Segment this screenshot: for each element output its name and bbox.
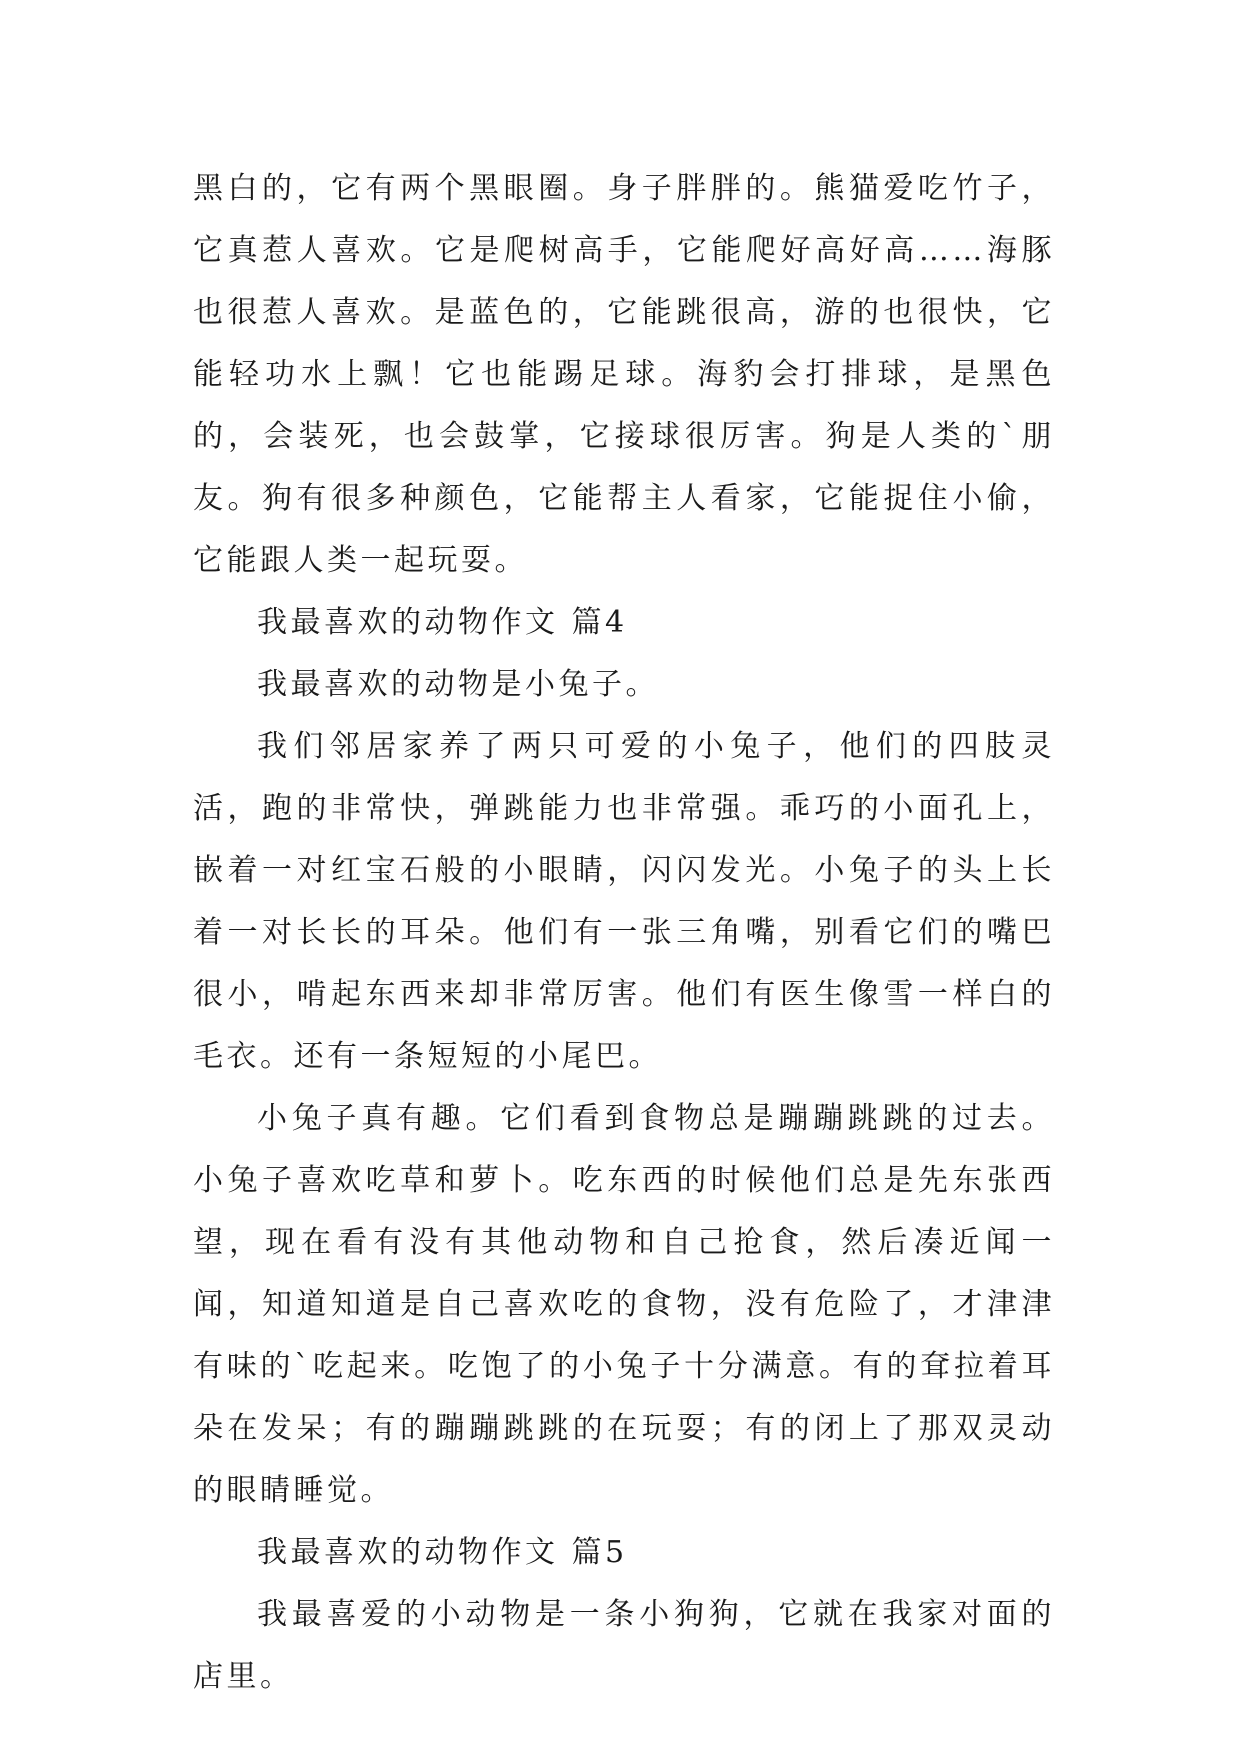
paragraph-favorite-rabbit: 我最喜欢的动物是小兔子。 bbox=[257, 667, 659, 702]
paragraph-animals-continued: 黑白的，它有两个黑眼圈。身子胖胖的。熊猫爱吃竹子，它真惹人喜欢。它是爬树高手，它能爬好高好高……海豚也很惹人喜欢。是蓝色的，它能跳很高，游的也很快，它能轻功水上飘！它也能踢足球。海豹会打排球，是黑色的，会装死，也会鼓掌，它接球很厉害。狗是人类的`朋友。狗有很多种颜色，它能帮主人看家，它能捉住小偷，它能跟人类一起玩耍。 bbox=[193, 171, 1055, 578]
section-heading-5: 我最喜欢的动物作文 篇5 bbox=[257, 1535, 628, 1570]
document-body bbox=[193, 158, 1055, 1708]
paragraph-rabbit-behavior: 小兔子真有趣。它们看到食物总是蹦蹦跳跳的过去。小兔子喜欢吃草和萝卜。吃东西的时候他们总是先东张西望，现在看有没有其他动物和自己抢食，然后凑近闻一闻，知道知道是自己喜欢吃的食物，没有危险了，才津津有味的`吃起来。吃饱了的小兔子十分满意。有的耷拉着耳朵在发呆；有的蹦蹦跳跳的在玩耍；有的闭上了那双灵动的眼睛睡觉。 bbox=[193, 1101, 1055, 1508]
paragraph-favorite-dog: 我最喜爱的小动物是一条小狗狗，它就在我家对面的店里。 bbox=[193, 1597, 1055, 1694]
paragraph-rabbit-description: 我们邻居家养了两只可爱的小兔子，他们的四肢灵活，跑的非常快，弹跳能力也非常强。乖巧的小面孔上，嵌着一对红宝石般的小眼睛，闪闪发光。小兔子的头上长着一对长长的耳朵。他们有一张三角嘴，别看它们的嘴巴很小，啃起东西来却非常厉害。他们有医生像雪一样白的毛衣。还有一条短短的小尾巴。 bbox=[193, 729, 1055, 1074]
section-heading-4: 我最喜欢的动物作文 篇4 bbox=[257, 605, 628, 640]
